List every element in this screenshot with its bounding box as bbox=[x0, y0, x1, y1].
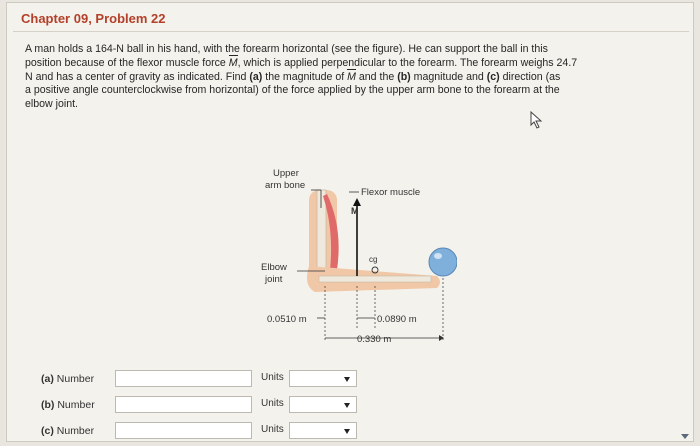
part-a-tag: (a) bbox=[249, 70, 263, 83]
part-c-tag: (c) bbox=[486, 70, 500, 83]
dropdown-arrow-icon bbox=[344, 429, 350, 434]
dropdown-arrow-icon bbox=[344, 403, 350, 408]
answer-a-units-select[interactable] bbox=[289, 370, 357, 387]
label-joint: joint bbox=[265, 274, 283, 285]
answer-b-text: Number bbox=[57, 399, 95, 411]
label-upper: Upper bbox=[273, 168, 299, 179]
arm-figure bbox=[257, 158, 457, 353]
upper-arm-bone bbox=[317, 190, 326, 276]
problem-line-3e: direction (as bbox=[499, 70, 561, 83]
title-divider bbox=[13, 31, 689, 32]
problem-line-2b: , which is applied perpendicular to the forearm. The forearm weighs 24.7 bbox=[237, 56, 578, 69]
answer-c-units-label: Units bbox=[261, 424, 284, 435]
label-m: M bbox=[351, 206, 359, 216]
forearm-bone bbox=[319, 276, 431, 282]
answer-b-label bbox=[41, 399, 95, 411]
problem-line-1: A man holds a 164-N ball in his hand, with the forearm horizontal (see the figure). He can support the ball in this bbox=[25, 43, 548, 55]
problem-line-3d: magnitude and bbox=[410, 70, 487, 83]
answer-c-units-select[interactable] bbox=[289, 422, 357, 439]
answer-b-units-label: Units bbox=[261, 398, 284, 409]
ball-highlight bbox=[434, 253, 442, 259]
problem-statement bbox=[25, 43, 675, 112]
answer-b-number-input[interactable] bbox=[115, 396, 252, 413]
answer-c-tag: (c) bbox=[41, 425, 54, 437]
problem-line-5: elbow joint. bbox=[25, 98, 78, 111]
label-cg: cg bbox=[369, 255, 378, 264]
mouse-pointer-icon bbox=[530, 111, 544, 129]
answer-b-units-select[interactable] bbox=[289, 396, 357, 413]
scroll-down-icon[interactable] bbox=[681, 434, 689, 439]
answer-a-label bbox=[41, 373, 94, 385]
problem-line-4: a positive angle counterclockwise from horizontal) of the force applied by the upper arm bone to the forearm at the bbox=[25, 84, 560, 97]
problem-line-2a: position because of the flexor muscle force bbox=[25, 56, 229, 69]
answer-c-number-input[interactable] bbox=[115, 422, 252, 439]
dim-label-0510: 0.0510 m bbox=[267, 314, 307, 325]
force-m-arrowhead bbox=[353, 198, 361, 206]
vector-m-symbol-2: M bbox=[347, 70, 356, 83]
dim-label-0330: 0.330 m bbox=[357, 334, 392, 345]
problem-title: Chapter 09, Problem 22 bbox=[21, 11, 166, 26]
label-arm-bone: arm bone bbox=[265, 180, 306, 191]
answer-a-tag: (a) bbox=[41, 373, 54, 385]
dropdown-arrow-icon bbox=[344, 377, 350, 382]
problem-line-3a: N and has a center of gravity as indicated. Find bbox=[25, 70, 250, 83]
part-b-tag: (b) bbox=[397, 70, 411, 83]
answer-a-text: Number bbox=[56, 373, 95, 385]
answer-b-tag: (b) bbox=[41, 399, 55, 411]
problem-line-3b: the magnitude of bbox=[262, 70, 348, 83]
dim-label-0890: 0.0890 m bbox=[377, 314, 417, 325]
ball-shape bbox=[429, 248, 457, 276]
vector-m-symbol: M bbox=[228, 56, 238, 69]
answer-a-number-input[interactable] bbox=[115, 370, 252, 387]
answer-a-units-label: Units bbox=[261, 372, 284, 383]
answer-c-text: Number bbox=[56, 425, 95, 437]
answer-c-label bbox=[41, 425, 94, 437]
label-elbow: Elbow bbox=[261, 262, 287, 273]
problem-panel bbox=[6, 2, 694, 442]
label-flexor-muscle: Flexor muscle bbox=[361, 187, 421, 198]
problem-line-3c: and the bbox=[355, 70, 398, 83]
